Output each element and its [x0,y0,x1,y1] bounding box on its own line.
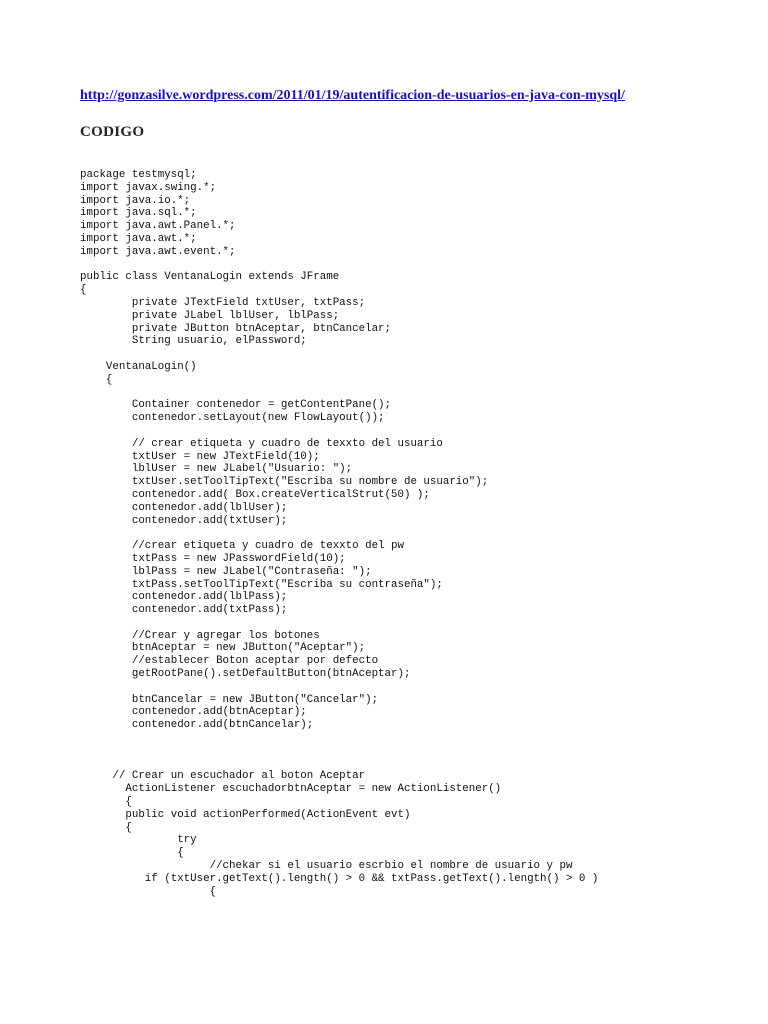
code-line: contenedor.add(btnAceptar); [80,706,307,719]
code-line: { [80,284,87,297]
code-line [80,681,598,694]
code-line: package testmysql; [80,169,197,181]
code-line: lblPass = new JLabel("Contraseña: "); [80,565,372,578]
code-line [80,387,598,400]
code-line: try [80,834,197,847]
code-line: contenedor.add(lblPass); [80,591,288,604]
code-line: contenedor.add(lblUser); [80,501,288,514]
code-line: { [80,885,217,898]
section-heading: CODIGO [80,124,145,140]
code-block [80,169,598,898]
code-line: contenedor.add(btnCancelar); [80,719,314,732]
code-line: //establecer Boton aceptar por defecto [80,655,379,668]
code-line: private JLabel lblUser, lblPass; [80,309,340,322]
code-line: { [80,847,184,860]
code-line: // Crear un escuchador al boton Aceptar [80,770,366,783]
code-line: txtPass = new JPasswordField(10); [80,552,346,565]
code-line: { [80,796,132,809]
code-line: btnCancelar = new JButton("Cancelar"); [80,693,379,706]
code-line: import javax.swing.*; [80,181,217,194]
code-line: private JTextField txtUser, txtPass; [80,296,366,309]
code-line: import java.awt.*; [80,232,197,245]
code-line: contenedor.add(txtUser); [80,514,288,527]
code-line: txtUser = new JTextField(10); [80,450,320,463]
code-line [80,617,598,630]
code-line: Container contenedor = getContentPane(); [80,399,392,412]
code-line: getRootPane().setDefaultButton(btnAceptar); [80,668,411,681]
code-line: import java.awt.event.*; [80,245,236,258]
code-line: //crear etiqueta y cuadro de texxto del pw [80,540,404,553]
code-line: public void actionPerformed(ActionEvent evt) [80,808,411,821]
code-line [80,758,598,771]
code-line [80,732,598,745]
code-line: // crear etiqueta y cuadro de texxto del usuario [80,437,443,450]
code-line: String usuario, elPassword; [80,335,307,348]
code-line: lblUser = new JLabel("Usuario: "); [80,463,353,476]
code-line: contenedor.add(txtPass); [80,604,288,617]
source-url-link[interactable]: http://gonzasilve.wordpress.com/2011/01/19/autentificacion-de-usuarios-en-java-con-mysql/ [80,88,625,103]
code-line: { [80,821,132,834]
code-line [80,745,598,758]
code-line: private JButton btnAceptar, btnCancelar; [80,322,392,335]
code-line [80,527,598,540]
code-line: //chekar si el usuario escrbio el nombre de usuario y pw [80,860,573,873]
code-line: VentanaLogin() [80,360,197,373]
code-line: contenedor.add( Box.createVerticalStrut(50) ); [80,488,430,501]
code-line [80,348,598,361]
code-line: ActionListener escuchadorbtnAceptar = new ActionListener() [80,783,502,796]
code-line: import java.sql.*; [80,207,197,220]
code-line: contenedor.setLayout(new FlowLayout()); [80,412,385,425]
code-line: { [80,373,113,386]
code-line: import java.awt.Panel.*; [80,220,236,233]
code-line: if (txtUser.getText().length() > 0 && txtPass.getText().length() > 0 ) [80,872,599,885]
code-line: btnAceptar = new JButton("Aceptar"); [80,642,366,655]
code-line: //Crear y agregar los botones [80,629,320,642]
code-line [80,259,598,272]
code-line: txtPass.setToolTipText("Escriba su contraseña"); [80,578,443,591]
code-line: import java.io.*; [80,194,191,207]
code-line [80,425,598,438]
code-line: txtUser.setToolTipText("Escriba su nombre de usuario"); [80,476,489,489]
code-line: public class VentanaLogin extends JFrame [80,271,340,284]
